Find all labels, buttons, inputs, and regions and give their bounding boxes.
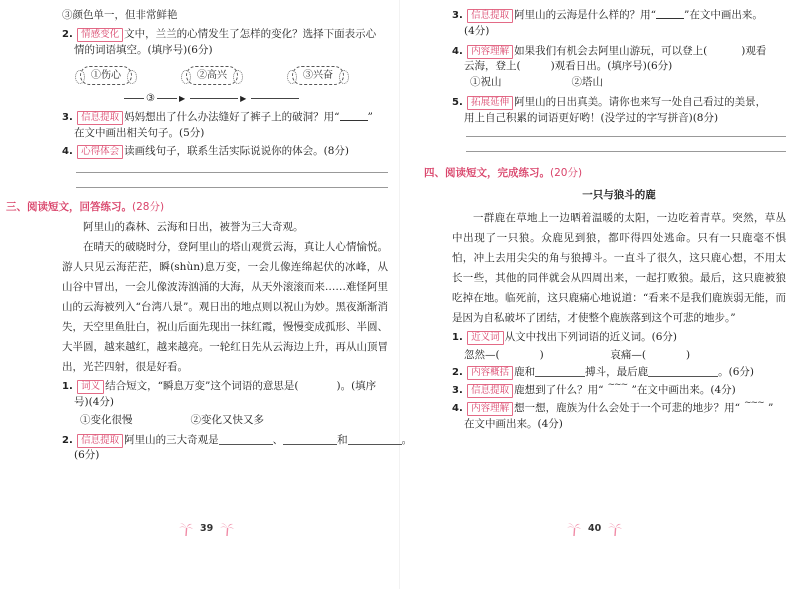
underline-sample — [656, 9, 684, 19]
section-3-title: 三、阅读短文，回答练习。(28分) — [6, 200, 165, 213]
question-4 — [62, 144, 388, 160]
answer-blank[interactable] — [219, 434, 273, 445]
page-40 — [400, 0, 800, 589]
question-number: 3. — [62, 112, 73, 124]
wavy-underline-sample — [604, 384, 632, 394]
question-number: 4. — [62, 145, 73, 157]
s4-question-4: 4. 内容理解 想一想，鹿族为什么会处于一个可悲的地步？用“~~~ ” — [452, 401, 786, 417]
question-tag: 信息提取 — [77, 111, 123, 125]
page-number: 39 — [200, 522, 214, 534]
start-mark: ③ — [146, 93, 155, 105]
page-footer — [566, 521, 623, 537]
question-3-cont: (4分) — [464, 24, 490, 37]
s3-question-1-cont: 号)(4分) — [74, 396, 114, 408]
question-2 — [62, 27, 388, 43]
quote-end: ” — [367, 111, 373, 124]
question-4: 4. 内容理解 如果我们有机会去阿里山游玩，可以登上( )观看 — [452, 44, 767, 57]
question-text: 从文中找出下列词语的近义词。(6分) — [504, 330, 677, 343]
s3-question-1 — [62, 379, 388, 395]
question-tag: 词义 — [77, 380, 104, 394]
question-4-options — [470, 75, 786, 91]
question-tag: 内容理解 — [467, 402, 513, 416]
page-footer — [178, 521, 235, 537]
s4-question-4-cont: 在文中画出来。(4分) — [464, 417, 563, 430]
mood-badges — [80, 66, 388, 85]
question-number: 3. — [452, 10, 463, 21]
question-5 — [452, 95, 786, 111]
s3-question-1-options — [80, 413, 388, 429]
question-2-cont: 情的词语填空。(填序号)(6分) — [74, 43, 213, 56]
answer-blank[interactable] — [190, 98, 238, 99]
question-number: 4. — [452, 402, 463, 414]
question-text: 阿里山的日出真美。请你也来写一处自己看过的美景， — [514, 95, 767, 108]
question-number: 2. — [452, 367, 463, 379]
question-number: 3. — [452, 385, 463, 396]
s4-question-1 — [452, 330, 786, 346]
question-number: 1. — [62, 381, 73, 393]
mood-badge-happy: ②高兴 — [186, 66, 238, 85]
writing-line[interactable] — [76, 172, 388, 173]
question-tag: 心得体会 — [77, 145, 123, 159]
arrow-right-icon: ▶ — [178, 93, 186, 103]
question-3 — [62, 110, 388, 126]
answer-blank[interactable] — [157, 98, 177, 99]
option-2: ②变化又快又多 — [190, 413, 264, 426]
question-tag: 信息提取 — [467, 384, 513, 398]
option-2: ②塔山 — [571, 76, 603, 88]
question-3 — [452, 8, 786, 24]
question-number: 2. — [62, 434, 73, 446]
writing-line[interactable] — [466, 136, 786, 137]
question-4-cont: 云海，登上( )观看日出。(填序号)(6分) — [464, 60, 673, 73]
mood-arrow-chain — [122, 91, 388, 106]
question-text-end: ”在文中画出来。 — [684, 9, 763, 21]
question-text: 读画线句子，联系生活实际说说你的体会。(8分) — [124, 144, 349, 157]
palm-tree-icon — [219, 521, 235, 537]
article-para-1: 一群鹿在草地上一边晒着温暖的太阳，一边吃着青草。突然，草丛中出现了一只狼。众鹿见到狼，都吓得四处逃命。只有一只鹿毫不惧怕，冲上去用尖尖的角与狼搏斗。一直斗了很久，这只鹿心想，不用太长一些，其他的同伴就会从四周出来，一起打败狼。最后，这只鹿被狼吃掉在地。临死前，这只鹿痛心地说道：“看来不是我们鹿族弱无能，而是因为自私破坏了团结，才使整个鹿族落到这个可悲的地步。” — [452, 211, 786, 324]
s3-question-2-cont: (6分) — [74, 449, 100, 462]
question-tag: 内容理解 — [467, 45, 513, 59]
answer-blank[interactable] — [648, 366, 718, 377]
s4-question-3: 3. 信息提取 鹿想到了什么？用“~~~ ”在文中画出来。(4分) — [452, 383, 786, 399]
answer-blank[interactable] — [348, 434, 402, 445]
writing-line[interactable] — [76, 187, 388, 188]
question-text: 妈妈想出了什么办法缝好了裤子上的破洞？用“ — [124, 111, 340, 124]
s3-question-2: 2. 信息提取 阿里山的三大奇观是 、 和 。 — [62, 433, 413, 446]
s4-question-1-words: 忽然—( ) 哀痛—( ) — [464, 348, 691, 361]
article-para-2: 在晴天的破晓时分，登阿里山的塔山观赏云海，真让人心情愉悦。游人只见云海茫茫，瞬(shùn)息万变，一会儿像连绵起伏的冰峰，从山谷中冒出，一会儿像波涛汹涌的大海，从天外滚滚而来……难怪阿里山的云海被列入“台湾八景”。观日出的地点则以祝山为妙。黑夜渐渐消失，天空里鱼肚白，祝山后面先现出一抹红霞，慢慢变成孤形、半圆、大半圆，越来越红，越来越亮。一轮红日先从云海边上升，再从山顶冒出，光芒四射，很是好看。 — [62, 241, 388, 374]
question-text: 结合短文，“瞬息万变”这个词语的意思是( — [105, 380, 299, 393]
question-tag: 信息提取 — [467, 9, 513, 23]
underline-sample — [340, 111, 368, 121]
question-text: 如果我们有机会去阿里山游玩，可以登上( — [514, 44, 708, 57]
question-text: 阿里山的三大奇观是 — [124, 433, 219, 446]
question-text: 阿里山的云海是什么样的？用“ — [514, 9, 656, 21]
palm-tree-icon — [566, 521, 582, 537]
arrow-right-icon: ▶ — [240, 93, 247, 103]
article-para-1: 阿里山的森林、云海和日出，被誉为三大奇观。 — [83, 221, 304, 234]
article-title: 一只与狼斗的鹿 — [582, 189, 656, 201]
palm-tree-icon — [607, 521, 623, 537]
wavy-underline-sample — [740, 402, 768, 412]
s4-question-2: 2. 内容概括 鹿和 搏斗，最后鹿 。(6分) — [452, 366, 754, 379]
question-text-end: )。(填序 — [336, 380, 377, 393]
question-number: 2. — [62, 28, 73, 40]
question-text: 文中，兰兰的心情发生了怎样的变化？选择下面表示心 — [124, 27, 377, 40]
page-number: 40 — [588, 522, 602, 534]
question-tag: 近义词 — [467, 331, 504, 345]
question-tag: 信息提取 — [77, 434, 123, 448]
option-1: ①祝山 — [470, 76, 502, 88]
question-tag: 情感变化 — [77, 28, 123, 42]
answer-blank[interactable] — [535, 366, 585, 377]
answer-blank[interactable] — [283, 434, 337, 445]
mood-badge-sad: ①伤心 — [80, 66, 132, 85]
answer-blank[interactable] — [251, 98, 299, 99]
writing-line[interactable] — [466, 151, 786, 152]
question-number: 1. — [452, 331, 463, 343]
question-number: 4. — [452, 45, 463, 57]
option-3-line: ③颜色单一，但非常鲜艳 — [62, 9, 178, 21]
question-5-cont: 用上自己积累的词语更好哟！(没学过的字写拼音)(8分) — [464, 111, 719, 124]
mood-badge-excited: ③兴奋 — [292, 66, 344, 85]
question-number: 5. — [452, 96, 463, 108]
question-tag: 拓展延伸 — [467, 96, 513, 110]
question-tag: 内容概括 — [467, 366, 513, 380]
question-3-cont: 在文中画出相关句子。(5分) — [74, 127, 205, 139]
section-4-title: 四、阅读短文，完成练习。(20分) — [424, 167, 583, 180]
answer-blank[interactable] — [124, 98, 144, 99]
option-1: ①变化很慢 — [80, 413, 133, 426]
palm-tree-icon — [178, 521, 194, 537]
